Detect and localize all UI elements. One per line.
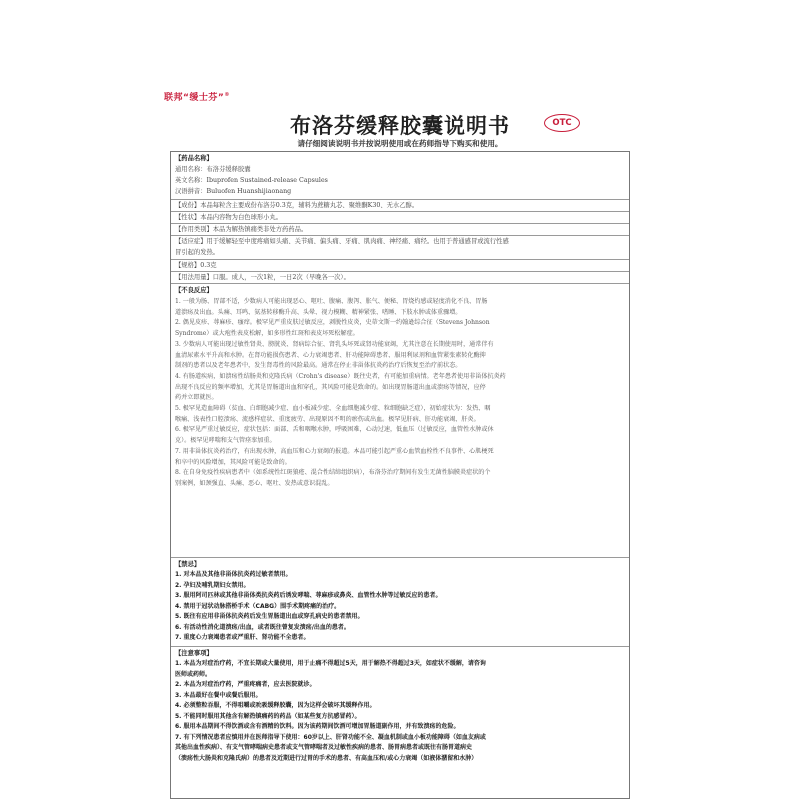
caution-line: 2. 本品为对症治疗药，严重疼痛者，应去医院就诊。: [175, 681, 316, 688]
usage-text: 【用法用量】口服。成人，一次1粒，一日2次（早晚各一次）。: [175, 274, 350, 281]
adverse-line: 5. 极罕见造血障碍（贫血、白细胞减少症、血小板减少症、全血细胞减少症、粒细胞缺乏症），初始症状为：发热、咽: [175, 405, 491, 413]
section-drug-name: [171, 152, 629, 199]
section-composition: [171, 199, 629, 211]
section-heading-contra: 【禁忌】: [175, 561, 201, 568]
contra-line: 2. 孕妇及哺乳期妇女禁用。: [175, 581, 250, 589]
contra-line: 5. 既往有应用非甾体抗炎药后发生胃肠道出血或穿孔病史的患者禁用。: [175, 613, 364, 620]
indications-line-2: 冒引起的发热。: [175, 249, 220, 256]
adverse-line: 制剂的患者以及老年患者中，发生肾毒性的风险最高。通常在停止非甾体抗炎药治疗后恢复至治疗前状态。: [175, 362, 462, 370]
document-subtitle: 请仔细阅读说明书并按说明使用或在药师指导下购买和使用。: [297, 139, 503, 148]
adverse-line: 6. 极罕见严重过敏反应，症状包括：面部、舌和咽喉水肿，呼吸困难，心动过速，低血压（过敏反应，血管性水肿或休: [175, 426, 494, 434]
contra-line: 1. 对本品及其他非甾体抗炎药过敏者禁用。: [175, 571, 292, 578]
adverse-line: 2. 偶见皮疹、荨麻疹、瘙痒。极罕见严重皮肤过敏反应，剥脱性皮炎，史蒂文斯一约翰逊综合征（Stevens Johnson: [175, 319, 490, 327]
document-title: 布洛芬缓释胶囊说明书: [290, 113, 510, 138]
category-text: 【作用类别】本品为解热镇痛类非处方药药品。: [175, 226, 308, 233]
spec-text: 【规格】0.3克: [175, 262, 217, 269]
adverse-line: 药并立即就医。: [175, 394, 218, 402]
caution-line: 1. 本品为对症治疗药，不宜长期或大量使用，用于止痛不得超过5天，用于解热不得超过3天，如症状不缓解，请咨询: [175, 660, 486, 667]
english-name: 英文名称：Ibuprofen Sustained-release Capsules: [175, 177, 328, 184]
caution-line: 6. 服用本品期间不得饮酒或含有酒精的饮料。因为该药期间饮酒可增加胃肠道副作用，并有致溃疡的危险。: [175, 723, 460, 730]
section-heading-caution: 【注意事项】: [175, 650, 213, 657]
caution-line: （溃疡性大肠炎和克隆氏病）的患者及近期进行过胃的手术的患者、有高血压和/或心力衰竭（如液体潴留和水肿）: [175, 754, 478, 762]
brand-name: 联邦“缓士芬”®: [164, 92, 230, 103]
appearance-text: 【性状】本品内容物为白色球形小丸。: [175, 214, 283, 221]
adverse-line: 1. 一般为肠、胃部不适，少数病人可能出现恶心、呕吐、腹痛、腹泻、胀气、便秘、胃烧灼感或轻度消化不良、胃肠: [175, 298, 488, 305]
caution-line: 4. 必须整粒吞服，不得咀嚼或吮吸缓释胶囊，因为这样会破坏其缓释作用。: [175, 702, 376, 709]
pinyin-name: 汉语拼音：Buluofen Huanshijiaonang: [175, 188, 292, 195]
adverse-line: 道溃疡及出血。头痛、耳鸣、氨基转移酶升高、头晕、视力模糊、精神紧张、嗜睡、下肢水肿或体重骤增。: [175, 308, 462, 316]
adverse-line: 和卒中的风险增加，其风险可能是致命的。: [175, 458, 291, 466]
section-adverse-reactions: [171, 283, 629, 557]
adverse-line: 别案例，如颈强直、头痛、恶心、呕吐、发热或意识混乱。: [175, 479, 334, 487]
caution-list: [175, 659, 486, 764]
adverse-line: 7. 用非甾体抗炎药治疗，有出现水肿，高血压和心力衰竭的报道。本品可能引起严重心血管血栓性不良事件、心肌梗死: [175, 447, 494, 455]
registered-mark: ®: [224, 92, 230, 98]
adverse-line: 4. 有肠道疾病，如溃疡性结肠炎和克隆氏病（Crohn's disease）既往史者，有可能加重病情。老年患者使用非甾体抗炎药: [175, 372, 506, 380]
contra-line: 7. 重度心力衰竭患者或严重肝、肾功能不全患者。: [175, 634, 310, 641]
adverse-line: 3. 少数病人可能出现过敏性肾炎、膀胱炎、肾病综合征、肾乳头坏死或肾功能衰竭，尤其注意在长期使用时，通常伴有: [175, 340, 494, 348]
section-appearance: [171, 211, 629, 223]
section-cautions: [171, 646, 629, 800]
section-contraindications: [171, 557, 629, 646]
adverse-line: 8. 在自身免疫性疾病患者中（如系统性红斑狼疮、混合性结缔组织病），布洛芬治疗期间有发生无菌性脑膜炎症状的个: [175, 469, 491, 477]
section-usage: [171, 271, 629, 283]
contra-list: [175, 570, 442, 644]
indications-line-1: 【适应症】用于缓解轻至中度疼痛如头痛、关节痛、偏头痛、牙痛、肌肉痛、神经痛、痛经。也用于普通感冒或流行性感: [175, 238, 509, 245]
adverse-line: 出现不良反应的频率增加，尤其是胃肠道出血和穿孔，其风险可能是致命的。如出现胃肠道出血或溃疡等情况，应停: [175, 383, 486, 391]
adverse-line: 克）。极罕见哮喘和支气管痉挛加重。: [175, 437, 276, 445]
generic-name: 通用名称：布洛芬缓释胶囊: [175, 166, 251, 173]
caution-line: 7. 有下列情况患者应慎用并在医师指导下使用：60岁以上、肝肾功能不全、凝血机制或血小板功能障碍（如血友病或: [175, 733, 486, 741]
caution-line: 3. 本品最好在餐中或餐后服用。: [175, 691, 262, 699]
contra-line: 6. 有活动性消化道溃疡/出血，或者既往曾复发溃疡/出血的患者。: [175, 623, 350, 631]
adverse-line: Syndrome）或大疱性表皮松解，如多形性红斑和表皮坏死松解症。: [175, 330, 359, 338]
section-heading-adverse: 【不良反应】: [175, 287, 213, 294]
section-spec: [171, 259, 629, 271]
section-indications: [171, 235, 629, 259]
leaflet-page: [160, 88, 640, 800]
contra-line: 4. 禁用于冠状动脉搭桥手术（CABG）围手术期疼痛的治疗。: [175, 602, 341, 610]
adverse-line: 喉痛、浅表性口腔溃疡、流感样症状、重度疲劳、出现原因不明的瘀伤或出血。极罕见肝病、肝功能衰竭、肝炎。: [175, 415, 480, 423]
caution-line: 5. 不能同时服用其他含有解热镇痛药的药品（如某些复方抗感冒药）。: [175, 712, 361, 720]
leaflet-body: [170, 151, 630, 799]
adverse-line: 血清尿素水平升高和水肿。在肾功能损伤患者、心力衰竭患者、肝功能障碍患者、服用利尿剂和血管紧张素转化酶抑: [175, 351, 486, 359]
caution-line: 其他出血性疾病）、有支气管哮喘病史患者或支气管哮喘者及过敏性疾病的患者、肠胃病患者或既往有肠胃道病史: [175, 744, 473, 751]
otc-badge: OTC: [544, 114, 580, 132]
section-heading-name: 【药品名称】: [175, 155, 213, 162]
adverse-list: [175, 297, 506, 490]
section-category: [171, 223, 629, 235]
caution-line: 医师或药师。: [175, 670, 212, 678]
composition-text: 【成份】本品每粒含主要成份布洛芬0.3克，辅料为蔗糖丸芯、聚维酮K30、无水乙醇。: [175, 202, 419, 209]
contra-line: 3. 服用阿司匹林或其他非甾体类抗炎药后诱发哮喘、荨麻疹或鼻炎、血管性水肿等过敏反应的患者。: [175, 592, 442, 599]
